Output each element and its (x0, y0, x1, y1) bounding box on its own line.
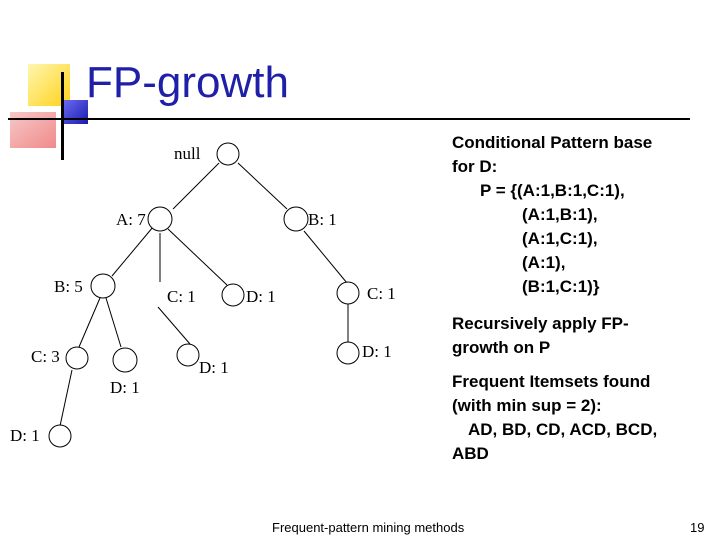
cpb-line: P = {(A:1,B:1,C:1), (480, 181, 625, 200)
node-label-b5: B: 5 (54, 277, 83, 296)
node-label-c3: C: 3 (31, 347, 60, 366)
node-label-d1-bottom: D: 1 (10, 426, 40, 445)
frequent-itemsets-line1: Frequent Itemsets found (452, 372, 651, 391)
node-circle-c1-right (337, 282, 359, 304)
cpb-heading-line1: Conditional Pattern base (452, 133, 653, 152)
edge-a-b (112, 227, 153, 276)
node-label-d1-under-b: D: 1 (110, 378, 140, 397)
node-label-b1: B: 1 (308, 210, 337, 229)
node-label-d1-under-c: D: 1 (199, 358, 229, 377)
edge-c3-d (60, 370, 72, 426)
node-circle-d1-under-b (113, 348, 137, 372)
node-circle-c3 (66, 347, 88, 369)
node-label-c1-mid: C: 1 (167, 287, 196, 306)
node-label-d1-mid: D: 1 (246, 287, 276, 306)
node-circle-d1-under-c (177, 344, 199, 366)
edge-a-c (168, 229, 227, 285)
node-circle-c1-mid (222, 284, 244, 306)
recursive-note-line1: Recursively apply FP- (452, 314, 629, 333)
node-circle-a7 (148, 207, 172, 231)
node-circle-null (217, 143, 239, 165)
tree-nodes (49, 143, 359, 447)
node-circle-d1-right (337, 342, 359, 364)
edge-null-b (238, 163, 287, 209)
cpb-line: (B:1,C:1)} (522, 277, 600, 296)
node-circle-b1 (284, 207, 308, 231)
node-label-a7: A: 7 (116, 210, 146, 229)
cpb-line: (A:1), (522, 253, 566, 272)
node-circle-d1-bottom (49, 425, 71, 447)
cpb-heading-line2: for D: (452, 157, 498, 176)
edge-b5-d (106, 298, 121, 347)
edge-c1-d (158, 307, 190, 344)
frequent-itemsets-line2: (with min sup = 2): (452, 396, 602, 415)
conditional-pattern-base (452, 131, 702, 299)
cpb-line: (A:1,C:1), (522, 229, 598, 248)
page-number: 19 (690, 520, 705, 535)
recursive-note-line2: growth on P (452, 338, 551, 357)
slide-footer: Frequent-pattern mining methods (272, 520, 465, 535)
edge-b5-c3 (79, 298, 100, 347)
node-label-d1-right: D: 1 (362, 342, 392, 361)
recursive-note (452, 312, 702, 360)
frequent-itemsets (452, 370, 702, 466)
slide-title: FP-growth (86, 58, 289, 107)
frequent-itemsets-line4: ABD (452, 444, 489, 463)
cpb-line: (A:1,B:1), (522, 205, 598, 224)
edge-null-a (173, 163, 219, 209)
frequent-itemsets-line3: AD, BD, CD, ACD, BCD, (468, 420, 658, 439)
node-label-c1-right: C: 1 (367, 284, 396, 303)
node-circle-b5 (91, 274, 115, 298)
edge-b-c (304, 231, 347, 283)
node-label-null: null (174, 144, 201, 163)
